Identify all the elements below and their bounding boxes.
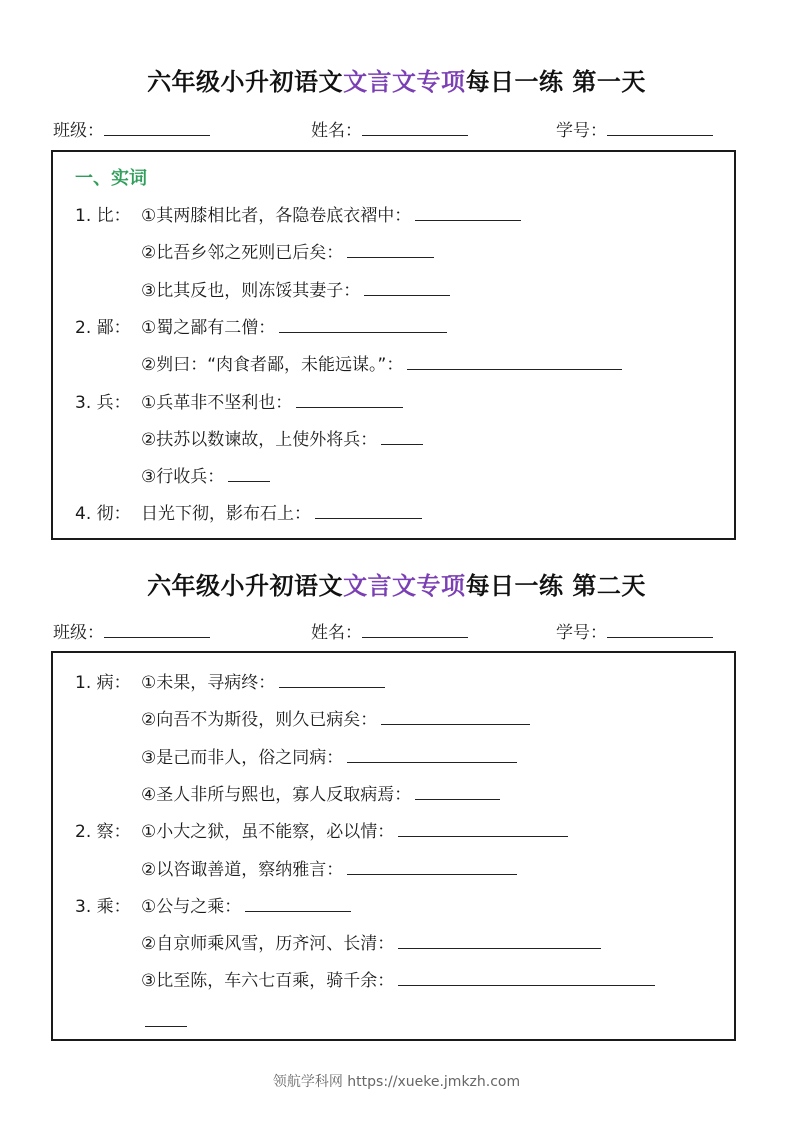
question-line	[75, 667, 385, 693]
answer-blank[interactable]	[398, 816, 568, 837]
question-line	[75, 424, 423, 450]
question-line	[75, 1006, 187, 1032]
question-line	[75, 461, 270, 487]
question-line	[75, 200, 521, 226]
answer-blank[interactable]	[415, 200, 521, 221]
question-text: ③是己而非人，俗之同病：	[141, 747, 344, 768]
student-id-field[interactable]	[556, 116, 713, 141]
worksheet-2-title	[0, 566, 793, 601]
answer-blank[interactable]	[398, 965, 655, 986]
question-number: 4. 彻：	[75, 504, 131, 525]
answer-blank[interactable]	[381, 424, 423, 445]
question-text: ②比吾乡邻之死则已后矣：	[141, 243, 344, 264]
student-id-blank[interactable]	[607, 117, 713, 136]
question-text: ③比其反也，则冻馁其妻子：	[141, 280, 361, 301]
worksheet-1-question-box	[51, 150, 736, 540]
question-text: ②扶苏以数谏故，上使外将兵：	[141, 429, 378, 450]
question-text: ①蜀之鄙有二僧：	[141, 317, 276, 338]
section-heading: 一、实词	[75, 168, 147, 189]
question-line	[75, 854, 517, 880]
student-id-field[interactable]	[556, 618, 713, 643]
answer-blank[interactable]	[228, 461, 270, 482]
question-text: ③行收兵：	[141, 467, 225, 488]
student-id-label: 学号：	[556, 121, 607, 141]
question-line	[75, 704, 530, 730]
title-prefix: 六年级小升初语文	[147, 68, 344, 96]
answer-blank[interactable]	[347, 742, 517, 763]
question-text: ②向吾不为斯役，则久已病矣：	[141, 710, 378, 731]
name-field[interactable]	[311, 116, 468, 141]
worksheet-1-info-row	[53, 116, 733, 142]
student-id-label: 学号：	[556, 623, 607, 643]
question-text: 日光下彻，影布石上：	[141, 504, 311, 525]
question-text: ①公与之乘：	[141, 896, 242, 917]
question-number: 3. 兵：	[75, 392, 131, 413]
question-line	[75, 275, 450, 301]
question-text: ④圣人非所与熙也，寡人反取病焉：	[141, 784, 412, 805]
question-text: ①兵革非不坚利也：	[141, 392, 293, 413]
question-number: 1. 比：	[75, 206, 131, 226]
worksheet-2-info-row	[53, 618, 733, 644]
name-blank[interactable]	[362, 619, 468, 638]
answer-blank[interactable]	[245, 891, 351, 912]
question-line	[75, 349, 622, 375]
title-prefix: 六年级小升初语文	[147, 572, 344, 600]
question-line	[75, 742, 517, 768]
answer-blank[interactable]	[347, 854, 517, 875]
answer-blank[interactable]	[407, 349, 622, 370]
class-field[interactable]	[53, 618, 210, 643]
answer-blank[interactable]	[145, 1006, 187, 1027]
name-label: 姓名：	[311, 623, 362, 643]
footer-source: 领航学科网 https://xueke.jmkzh.com	[272, 1074, 521, 1090]
question-number: 1. 病：	[75, 673, 131, 693]
answer-blank[interactable]	[398, 928, 601, 949]
question-line	[75, 312, 447, 338]
title-highlight: 文言文专项	[343, 68, 466, 96]
answer-blank[interactable]	[296, 387, 403, 408]
question-number: 2. 鄙：	[75, 317, 131, 338]
question-text: ①未果，寻病终：	[141, 673, 276, 693]
class-blank[interactable]	[104, 117, 210, 136]
question-text: ②以咨诹善道，察纳雅言：	[141, 859, 344, 880]
student-id-blank[interactable]	[607, 619, 713, 638]
question-text: ①小大之狱，虽不能察，必以情：	[141, 822, 395, 843]
class-label: 班级：	[53, 623, 104, 643]
question-line	[75, 498, 422, 524]
question-line	[75, 387, 403, 413]
question-line	[75, 928, 601, 954]
answer-blank[interactable]	[415, 779, 500, 800]
class-blank[interactable]	[104, 619, 210, 638]
question-text: ③比至陈，车六七百乘，骑千余：	[141, 971, 395, 992]
question-text: ②自京师乘风雪，历齐河、长清：	[141, 934, 395, 955]
question-text: ①其两膝相比者，各隐卷底衣褶中：	[141, 206, 412, 226]
question-text: ②刿曰：“肉食者鄙，未能远谋。”：	[141, 355, 404, 376]
answer-blank[interactable]	[364, 275, 450, 296]
question-line	[75, 779, 500, 805]
answer-blank[interactable]	[381, 704, 530, 725]
question-number: 3. 乘：	[75, 896, 131, 917]
question-line	[75, 891, 351, 917]
answer-blank[interactable]	[279, 667, 385, 688]
title-highlight: 文言文专项	[343, 572, 466, 600]
answer-blank[interactable]	[347, 237, 434, 258]
question-line	[75, 965, 655, 991]
worksheet-2-question-box	[51, 651, 736, 1041]
name-label: 姓名：	[311, 121, 362, 141]
title-suffix: 每日一练 第二天	[465, 572, 646, 600]
question-line	[75, 237, 434, 263]
name-blank[interactable]	[362, 117, 468, 136]
answer-blank[interactable]	[279, 312, 447, 333]
name-field[interactable]	[311, 618, 468, 643]
answer-blank[interactable]	[315, 498, 422, 519]
worksheet-1-title	[0, 62, 793, 97]
question-number: 2. 察：	[75, 822, 131, 843]
class-field[interactable]	[53, 116, 210, 141]
question-line	[75, 816, 568, 842]
class-label: 班级：	[53, 121, 104, 141]
title-suffix: 每日一练 第一天	[465, 68, 646, 96]
